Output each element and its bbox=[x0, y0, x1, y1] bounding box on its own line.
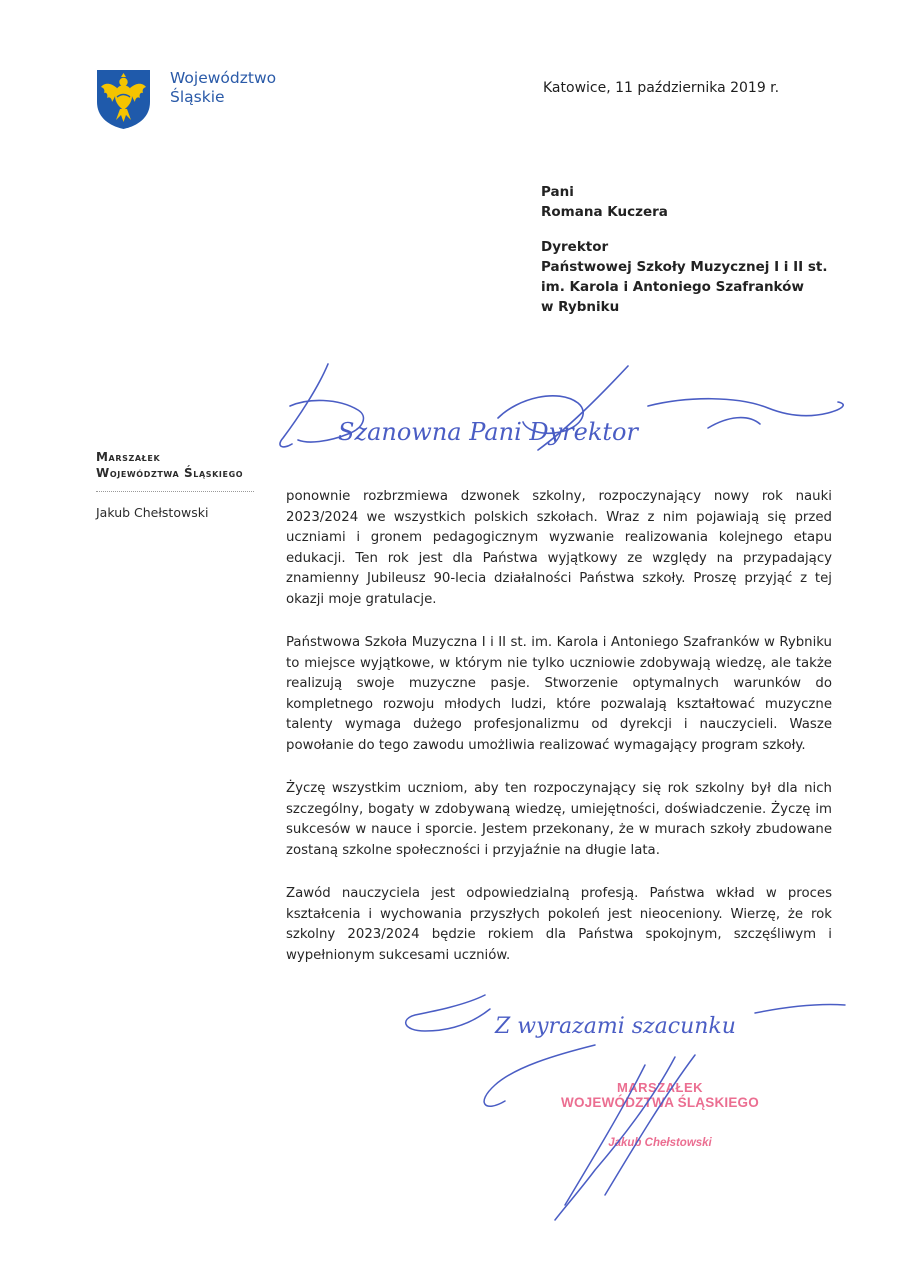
logo-text-line2: Śląskie bbox=[170, 88, 225, 106]
recipient-school-line2: im. Karola i Antoniego Szafranków bbox=[541, 279, 804, 295]
handwritten-greeting-text: Szanowna Pani Dyrektor bbox=[338, 418, 638, 446]
recipient-role: Dyrektor bbox=[541, 239, 609, 255]
stamp-title-line1: MARSZAŁEK bbox=[616, 1080, 704, 1095]
body-paragraph: Zawód nauczyciela jest odpowiedzialną profesją. Państwa wkład w proces kształcenia i wychowania przyszłych pokoleń jest nieoceniony. Wierzę, że rok szkolny 2023/2024 będzie rokiem dla Państwa spokojnym, szczęśliwym i wypełnionym sukcesami uczniów. bbox=[286, 886, 832, 963]
body-paragraph: ponownie rozbrzmiewa dzwonek szkolny, rozpoczynający nowy rok nauki 2023/2024 we wszystkich polskich szkołach. Wraz z nim pojawiają się przed uczniami i gronem pedagogicznym wyzwanie realizowania kolejnego etapu edukacji. Ten rok jest dla Państwa wyjątkowy ze względy na przypadający znamienny Jubileusz 90-lecia działalności Państwa szkoły. Proszę przyjąć z tej okazji moje gratulacje. bbox=[286, 489, 832, 607]
recipient-salutation: Pani bbox=[541, 184, 574, 200]
sidebar-divider bbox=[96, 491, 254, 492]
handwritten-greeting bbox=[268, 358, 868, 468]
recipient-name: Romana Kuczera bbox=[541, 204, 668, 220]
voivodeship-coat-of-arms-icon bbox=[95, 68, 152, 130]
letter-date: Katowice, 11 października 2019 r. bbox=[543, 80, 780, 96]
handwritten-closing-and-signature bbox=[395, 985, 865, 1225]
letter-body bbox=[286, 487, 832, 989]
logo-wordmark bbox=[170, 69, 276, 107]
logo-text-line1: Województwo bbox=[170, 69, 277, 87]
sender-sidebar bbox=[96, 449, 254, 520]
recipient-school-line3: w Rybniku bbox=[541, 299, 620, 315]
stamp-title-line2: WOJEWÓDZTWA ŚLĄSKIEGO bbox=[561, 1095, 759, 1110]
stamp-name: Jakub Chełstowski bbox=[608, 1137, 712, 1149]
sender-title-line2: Województwa Śląskiego bbox=[96, 466, 244, 480]
sender-title-line1: Marszałek bbox=[96, 450, 161, 464]
sender-name: Jakub Chełstowski bbox=[96, 505, 209, 520]
recipient-address bbox=[541, 182, 828, 317]
handwritten-closing-text: Z wyrazami szacunku bbox=[495, 1014, 736, 1039]
body-paragraph: Życzę wszystkim uczniom, aby ten rozpoczynający się rok szkolny był dla nich szczególny, bogaty w zdobywaną wiedzę, umiejętności, doświadczenie. Życzę im sukcesów w nauce i sporcie. Jestem przekonany, że w murach szkoły zbudowane zostaną szkolne społeczności i przyjaźnie na długie lata. bbox=[286, 781, 832, 858]
recipient-school-line1: Państwowej Szkoły Muzycznej I i II st. bbox=[541, 259, 828, 275]
body-paragraph: Państwowa Szkoła Muzyczna I i II st. im. Karola i Antoniego Szafranków w Rybniku to miejsce wyjątkowe, w którym nie tylko uczniowie zdobywają wiedzę, ale także realizują swoje muzyczne pasje. Stworzenie optymalnych warunków do kompletnego rozwoju młodych ludzi, które pozwalają kształtować muzyczne talenty wymaga dużego profesjonalizmu od dyrekcji i nauczycieli. Wasze powołanie do tego zawodu umożliwia realizować wymagający program szkoły. bbox=[286, 635, 832, 753]
